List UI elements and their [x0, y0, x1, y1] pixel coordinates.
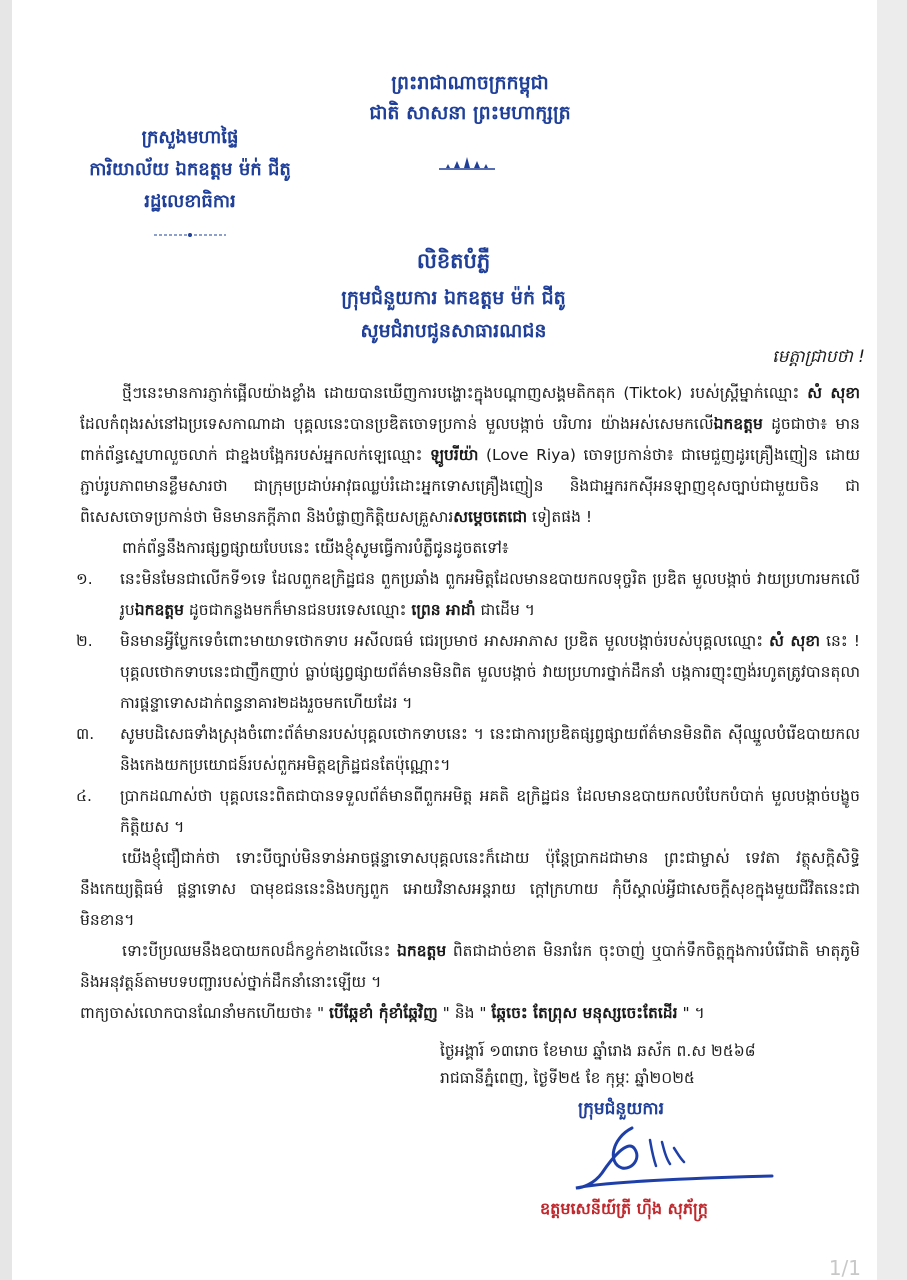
- letter-body: [76, 378, 860, 1029]
- person-title: ឯកឧត្តម: [713, 415, 763, 433]
- text-run: នេះ ! បុគ្គលថោកទាបនេះជាញឹកញាប់ ធ្លាប់ផ្សព្វផ្សាយព័ត៌មានមិនពិត មួលបង្កាច់ វាយប្រហារថ្នាក់ដឹកនាំ បង្កការញុះញង់រហូតត្រូវបានតុលាការផ្តន្ទាទោសដាក់ពន្ធនាគារ២ដងរួចមកហើយដែរ ។: [120, 632, 860, 712]
- text-run: ជាដើម ។: [475, 601, 535, 619]
- scan-border-left: [0, 0, 12, 1280]
- person-title: ឯកឧត្តម: [397, 942, 447, 960]
- text-run: (Love Riya) ចោទប្រកាន់ថា៖ ជាមេជួញដូរគ្រឿងញៀន ដោយភ្ជាប់រូបភាពមានខ្លឹមសារថា ជាក្រុមប្រដាប់អាវុធឈ្លប់រំដោះអ្នកទោសគ្រឿងញៀន និងជាអ្នករកស៊ីអនឡាញខុសច្បាប់ជាមួយចិន ជាពិសេសចោទប្រកាន់ថា មិនមានភក្តីភាព និងបំផ្លាញកិត្តិយសគ្រួសារ: [80, 446, 860, 526]
- document-title: លិខិតបំភ្លឺ: [416, 249, 491, 273]
- title-sender: ក្រុមជំនួយការ ឯកឧត្តម ម៉ក់ ជីតូ: [341, 287, 566, 309]
- person-title: សម្តេចតេជោ: [453, 508, 528, 526]
- list-item: [76, 781, 860, 843]
- person-name: សំ សុខា: [769, 632, 820, 650]
- paragraph-belief: យើងខ្ញុំជឿជាក់ថា ទោះបីច្បាប់មិនទាន់អាចផ្តន្ទាទោសបុគ្គលនេះក៏ដោយ ប៉ុន្តែប្រាកដជាមាន ព្រះជាម្ចាស់ ទេវតា វត្ថុសក្តិសិទ្ធិ នឹងកេយ្យត្តិធម៌ ផ្តន្ទាទោស បាមុខជននេះនិងបក្សពួក អោយវិនាសអន្តរាយ ក្តៅក្រហាយ កុំបីស្គាល់អ្វីជាសេចក្តីសុខក្នុងមួយជីវិតនេះជាមិនខាន។: [80, 849, 860, 929]
- person-name: ឡូបរីយ៉ា: [430, 446, 479, 464]
- proverb-quote: បើឆ្កែខាំ កុំខាំឆ្កែវិញ: [329, 1004, 438, 1022]
- motto-line: ជាតិ សាសនា ព្រះមហាក្សត្រ: [369, 102, 571, 124]
- ministry-header: [60, 122, 320, 218]
- person-name: សំ សុខា: [807, 384, 860, 402]
- list-number: ៣.: [76, 725, 95, 743]
- paragraph-proverb: [80, 998, 860, 1029]
- text-run: ទៀតផង !: [527, 508, 593, 526]
- person-name: ព្រេន អាដាំ: [411, 601, 476, 619]
- ministry-name: ក្រសួងមហាផ្ទៃ: [141, 127, 239, 148]
- place-date: រាជធានីភ្នំពេញ, ថ្ងៃទី២៥ ខែ កុម្ភៈ ឆ្នាំ២០២៥: [440, 1069, 695, 1087]
- text-run: ថ្មីៗនេះមានការភ្ញាក់ផ្អើលយ៉ាងខ្លាំង ដោយបានឃើញការបង្ហោះក្នុងបណ្តាញសង្គមតិកតុក (Tiktok) របស់ស្ត្រីម្នាក់ឈ្មោះ: [122, 384, 808, 402]
- list-number: ១.: [76, 570, 93, 588]
- signature-mark: [572, 1118, 782, 1198]
- signer-name: ឧត្តមសេនីយ៍ត្រី ហ៊ីង សុភ័ក្ត្រ: [540, 1199, 708, 1218]
- list-item: [76, 564, 860, 626]
- text-run: ដែលកំពុងរស់នៅឯប្រទេសកាណាដា បុគ្គលនេះបានប្រឌិតចោទប្រកាន់ មួលបង្កាច់ បរិហារ យ៉ាងអស់សេមកលើ: [80, 415, 714, 433]
- list-number: ២.: [76, 632, 93, 650]
- office-title: រដ្ឋលេខាធិការ: [144, 191, 236, 212]
- text-run: មិនមានអ្វីប្លែកទេចំពោះមាយាទថោកទាប អសីលធម៌ ជេរប្រមាថ អាសអាភាស ប្រឌិត មួលបង្កាច់របស់បុគ្គលឈ្មោះ: [120, 632, 770, 650]
- text-run: នេះមិនមែនជាលើកទី១ទេ ដែលពួកឧក្រិដ្ឋជន ពួកប្រឆាំង ពួកអមិត្តដែលមានឧបាយកលទុច្ចរិត ប្រឌិត មួលបង្កាច់ វាយប្រហារមកលើរូប: [120, 570, 860, 619]
- text-run: ដូចជាកន្លងមកក៏មានជនបរទេសឈ្មោះ: [183, 601, 412, 619]
- list-item: [76, 719, 860, 781]
- paragraph-resolve: [80, 936, 860, 998]
- team-label: ក្រុមជំនួយការ: [578, 1099, 664, 1119]
- tong-ornament-icon: [437, 155, 497, 171]
- list-text: [120, 626, 860, 719]
- list-text: សូមបដិសេធទាំងស្រុងចំពោះព័ត៌មានរបស់បុគ្គលថោកទាបនេះ ។ នេះជាការប្រឌិតផ្សព្វផ្សាយព័ត៌មានមិនពិត ស៊ីឈ្នួលបំរើឧបាយកល និងកេងយកប្រយោជន៍របស់ពួកអមិត្តឧក្រិដ្ឋជនតែប៉ុណ្ណោះ។: [120, 725, 860, 774]
- text-run: ពាក្យចាស់លោកបានណែនាំមកហើយថា៖ ": [80, 1004, 330, 1022]
- list-number: ៤.: [76, 787, 92, 805]
- salutation: មេត្តាជ្រាបថា !: [772, 347, 865, 367]
- kingdom-line: ព្រះរាជាណាចក្រកម្ពុជា: [391, 72, 549, 94]
- person-title: ឯកឧត្តម: [134, 601, 184, 619]
- text-run: " និង ": [437, 1004, 492, 1022]
- proverb-quote: ឆ្កែចេះ តែព្រុស មនុស្សចេះតែដើរ: [491, 1004, 678, 1022]
- text-run: ដូចជាថា៖ មានពាក់ព័ន្ធស្នេហាលួចលាក់ ជាខ្នងបង្អែករបស់អ្នកលក់ឡេឈ្មោះ: [80, 415, 860, 464]
- text-run: ពិតជាដាច់ខាត មិនរារែក ចុះចាញ់ ឬបាក់ទឹកចិត្តក្នុងការបំរើជាតិ មាតុភូមិ និងអនុវត្តន៍តាមបទបញ្ជារបស់ថ្នាក់ដឹកនាំនោះឡើយ ។: [80, 942, 860, 991]
- lunar-date: ថ្ងៃអង្គារ៍ ១៣រោច ខែមាឃ ឆ្នាំរោង ឆស័ក ព.ស ២៥៦៨: [440, 1042, 756, 1060]
- scan-border-right: [877, 0, 907, 1280]
- paragraph-intro: [80, 378, 860, 533]
- list-text: [120, 564, 860, 626]
- text-run: ទោះបីប្រឈមនឹងឧបាយកលដ៏កខ្វក់ខាងលើនេះ: [122, 942, 397, 960]
- office-name: ការិយាល័យ ឯកឧត្តម ម៉ក់ ជីតូ: [89, 159, 291, 180]
- paragraph-clarify-intro: ពាក់ព័ន្ធនឹងការផ្សព្វផ្សាយបែបនេះ យើងខ្ញុំសូមធ្វើការបំភ្លឺជូនដូចតទៅ៖: [122, 539, 509, 557]
- date-block: [440, 1038, 756, 1092]
- kingdom-header: [330, 68, 610, 128]
- title-recipient: សូមជំរាបជូនសាធារណជន: [360, 320, 547, 342]
- list-text: ប្រាកដណាស់ថា បុគ្គលនេះពិតជាបានទទួលព័ត៌មានពីពួកអមិត្ត អគតិ ឧក្រិដ្ឋជន ដែលមានឧបាយកលបំបែកបំបាក់ មួលបង្កាច់បង្ខូចកិត្តិយស ។: [120, 787, 860, 836]
- page-indicator: 1/1: [828, 1256, 861, 1280]
- list-item: [76, 626, 860, 719]
- text-run: " ។: [677, 1004, 705, 1022]
- divider-ornament-icon: [150, 232, 230, 238]
